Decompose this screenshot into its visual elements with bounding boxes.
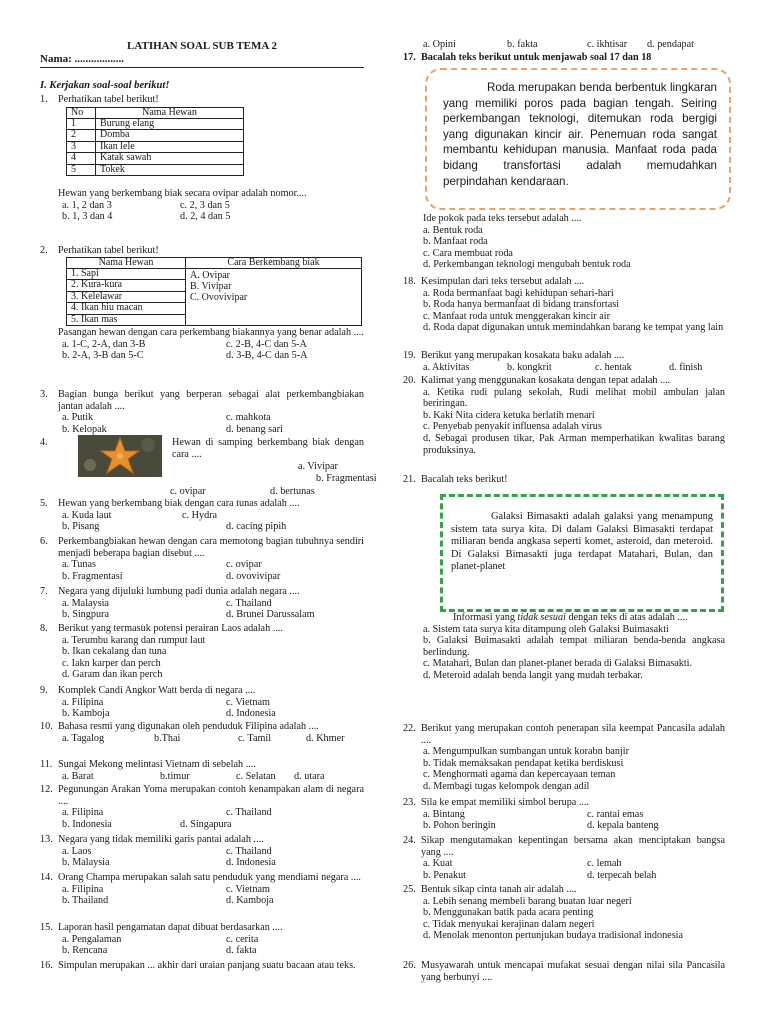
option-c[interactable]: c. Thailand — [226, 807, 272, 819]
options-row — [62, 697, 364, 709]
option-a[interactable]: a. Roda bermanfaat bagi kehidupan sehari-hari — [423, 287, 614, 299]
option-a[interactable]: a. Terumbu karang dan rumput laut — [62, 634, 206, 646]
question-number: 25. — [403, 884, 416, 895]
option-c[interactable]: c. Iakn karper dan perch — [62, 657, 161, 669]
table-header: Nama Hewan — [67, 257, 186, 268]
question-16 — [40, 960, 364, 972]
option-b[interactable]: b. 1, 3 dan 4 — [62, 211, 113, 223]
options-row — [62, 571, 364, 583]
option-a[interactable]: a. Sistem tata surya kita ditampung oleh Galaksi Buimasakti — [423, 623, 669, 635]
option-d[interactable]: d. benang sari — [226, 423, 283, 435]
question-number: 22. — [403, 723, 416, 734]
option-c[interactable]: c. Vietnam — [226, 696, 270, 708]
option-c[interactable]: c. Thailand — [226, 597, 272, 609]
question-number: 5. — [40, 498, 48, 509]
question-15 — [40, 922, 364, 957]
option-d[interactable]: d. cacing pipih — [226, 521, 287, 533]
option-a[interactable]: a. Tagalog — [62, 732, 105, 744]
question-number: 4. — [40, 437, 48, 448]
option-c[interactable]: c. Thailand — [226, 845, 272, 857]
question-text: Berikut yang termasuk potensi perairan Laos adalah .... — [58, 623, 283, 634]
question-number: 2. — [40, 245, 48, 256]
question-text: Sila ke empat memiliki simbol berupa .... — [421, 797, 590, 808]
option-a[interactable]: a. Tunas — [62, 559, 96, 571]
table-row: 3 Ikan lele — [67, 141, 244, 152]
question-text: Sikap mengutamakan kepentingan bersama akan menciptakan bangsa yang .... — [421, 835, 725, 858]
question-8 — [40, 623, 364, 681]
option-b[interactable]: b. Menggunakan batik pada acara penting — [423, 907, 594, 919]
option-c[interactable]: c. Tamil — [238, 732, 272, 744]
options-row — [423, 820, 725, 832]
option-c[interactable]: c. ikhtisar — [587, 39, 628, 50]
question-text: Kesimpulan dari teks tersebut adalah .... — [421, 276, 585, 287]
question-number: 19. — [403, 350, 416, 361]
question-number: 14. — [40, 872, 53, 883]
question-19 — [403, 350, 725, 373]
option-d[interactable]: d. ovovivipar — [226, 570, 281, 582]
question-number: 8. — [40, 623, 48, 634]
page-title: LATIHAN SOAL SUB TEMA 2 — [127, 40, 277, 52]
option-a[interactable]: a. Filipina — [62, 807, 104, 819]
option-d[interactable]: d. Indonesia — [226, 857, 276, 869]
option-b[interactable]: b. Fragmentasi — [62, 570, 123, 582]
question-17 — [403, 213, 725, 271]
question-text: Perkembangbiakan hewan dengan cara memotong bagian tubuhnya sendiri menjadi beberapa bagian disebut .... — [58, 536, 364, 559]
options-row — [62, 598, 364, 610]
option-a[interactable]: a. Filipina — [62, 883, 104, 895]
option-c[interactable]: c. Penyebab penyakit influensa adalah virus — [423, 421, 602, 433]
option-d[interactable]: d. terpecah belah — [587, 869, 657, 881]
option-d[interactable]: d. utara — [294, 770, 325, 782]
question-24 — [403, 835, 725, 881]
question-number: 21. — [403, 474, 416, 485]
question-text: Kalimat yang menggunakan kosakata dengan tepat adalah .... — [421, 375, 671, 386]
table-berkembang-biak — [66, 257, 362, 326]
question-prompt: Hewan yang berkembang biak secara ovipar adalah nomor.... — [58, 188, 307, 200]
option-a[interactable]: a. Opini — [423, 39, 456, 50]
option-d[interactable]: d. Roda dapat digunakan untuk memindahkan barang ke tempat yang lain — [423, 322, 724, 334]
question-10 — [40, 721, 364, 744]
option-b[interactable]: b. Indonesia — [62, 818, 112, 830]
options-row — [423, 870, 725, 882]
passage-roda-box — [425, 68, 731, 210]
options-row — [62, 339, 364, 351]
question-17-heading — [403, 52, 725, 64]
question-text: Perhatikan tabel berikut! — [58, 94, 159, 105]
option-c[interactable]: c. hentak — [595, 361, 632, 373]
question-text: Bentuk sikap cinta tanah air adalah .... — [421, 884, 577, 895]
option-c[interactable]: c. rantai emas — [587, 808, 644, 820]
table-row: 2. Kura-kura — [67, 280, 362, 291]
option-a[interactable]: a. Lebih senang membeli barang buatan luar negeri — [423, 895, 632, 907]
options-row — [62, 521, 364, 533]
options-row — [62, 807, 364, 819]
option-a[interactable]: a. Filipina — [62, 696, 104, 708]
option-d[interactable]: d. Khmer — [306, 732, 345, 744]
option-d[interactable]: d. kepala banteng — [587, 820, 659, 832]
option-d[interactable]: d. 2, 4 dan 5 — [180, 211, 231, 223]
table-row: 3. Kelelawar — [67, 291, 362, 302]
question-number: 9. — [40, 685, 48, 696]
question-text: Pegunungan Arakan Yoma merupakan contoh kenampakan alam di negara .... — [58, 784, 364, 807]
question-text: Bacalah teks berikut! — [421, 474, 508, 485]
question-number: 1. — [40, 94, 48, 105]
options-row — [423, 39, 723, 51]
method-item: B. Vivipar — [190, 281, 232, 292]
table-header: No — [67, 107, 96, 118]
method-item: C. Ovovivipar — [190, 292, 248, 303]
options-row — [62, 510, 364, 522]
option-c[interactable]: c. Vietnam — [226, 883, 270, 895]
options-row — [423, 809, 725, 821]
question-text: Laporan hasil pengamatan dapat dibuat berdasarkan .... — [58, 922, 283, 933]
table-row: 4 Katak sawah — [67, 153, 244, 164]
option-a[interactable]: a. Bentuk roda — [423, 224, 483, 236]
options-row — [62, 846, 364, 858]
passage-galaksi-box — [440, 494, 724, 612]
option-a[interactable]: a. Malaysia — [62, 597, 109, 609]
question-text: Bacalah teks berikut untuk menjawab soal 17 dan 18 — [421, 52, 652, 63]
question-prompt: Pasangan hewan dengan cara perkembang biakannya yang benar adalah .... — [58, 327, 364, 339]
option-a[interactable]: a. Vivipar — [298, 461, 338, 472]
question-text: Hewan yang berkembang biak dengan cara tunas adalah .... — [58, 498, 300, 509]
options-row — [62, 211, 364, 223]
question-text: Musyawarah untuk mencapai mufakat sesuai dengan nilai sila Pancasila yang berbunyi .... — [421, 960, 725, 983]
question-number: 18. — [403, 276, 416, 287]
option-a[interactable]: a. Pengalaman — [62, 933, 122, 945]
option-b[interactable]: b. Malaysia — [62, 857, 110, 869]
question-number: 20. — [403, 375, 416, 386]
option-b[interactable]: b. Tidak memaksakan pendapat ketika berdiskusi — [423, 757, 624, 769]
options-row — [62, 884, 364, 896]
option-d[interactable]: d. Meteroid adalah benda langit yang mudah terbakar. — [423, 669, 643, 681]
table-row: 5 Tokek — [67, 164, 244, 175]
method-item: A. Ovipar — [190, 270, 230, 281]
question-18 — [403, 276, 725, 334]
question-26 — [403, 960, 725, 983]
question-21 — [403, 474, 725, 486]
starfish-image — [78, 435, 162, 477]
options-row — [62, 609, 364, 621]
option-c[interactable]: c. Manfaat roda untuk menggerakan kincir air — [423, 310, 610, 322]
option-c[interactable]: c. Menghormati agama dan kepercayaan teman — [423, 769, 616, 781]
question-number: 10. — [40, 721, 53, 732]
passage-roda: Roda merupakan benda berbentuk lingkaran yang memiliki poros pada bagian tengah. Seiring perkembangan teknologi, ditemukan roda bergigi yang digunakan kincir air. Penemuan roda sangat membantu kehidupan manusia. Manfaat roda pada bidang transfortasi adalah memudahkan perpindahan kendaraan. — [443, 81, 717, 188]
question-number: 13. — [40, 834, 53, 845]
option-d[interactable]: d. Indonesia — [226, 708, 276, 720]
question-number: 11. — [40, 759, 53, 770]
question-12 — [40, 784, 364, 830]
table-row: 1. Sapi A. Ovipar B. Vivipar C. Ovovivipar — [67, 269, 362, 280]
option-b[interactable]: b. Kaki Nita cidera ketuka berlatih menari — [423, 409, 595, 421]
question-text: Sungai Mekong melintasi Vietnam di sebelah .... — [58, 759, 256, 770]
option-a[interactable]: a. Mengumpulkan sumbangan untuk korabn banjir — [423, 746, 629, 758]
question-25 — [403, 884, 725, 942]
option-b[interactable]: b. fakta — [507, 39, 538, 50]
table-row: 4. Ikan hiu macan — [67, 303, 362, 314]
question-prompt: Ide pokok pada teks tersebut adalah .... — [423, 213, 582, 224]
option-d[interactable]: d. fakta — [226, 945, 257, 957]
options-row — [423, 362, 725, 374]
option-b[interactable]: b. Pohon beringin — [423, 820, 496, 832]
option-d[interactable]: d. pendapat — [647, 39, 694, 50]
option-c[interactable]: c. Selatan — [236, 770, 276, 782]
option-d[interactable]: d. Membagi tugas kelompok dengan adil — [423, 780, 590, 792]
question-number: 17. — [403, 52, 416, 63]
option-c[interactable]: c. Tidak menyukai kerajinan dalam negeri — [423, 918, 595, 930]
question-14 — [40, 872, 364, 907]
question-22 — [403, 723, 725, 793]
options-row — [62, 350, 364, 362]
question-number: 6. — [40, 536, 48, 547]
option-c[interactable]: c. 2, 3 dan 5 — [180, 199, 230, 211]
option-b[interactable]: b. Singpura — [62, 609, 109, 621]
question-number: 23. — [403, 797, 416, 808]
question-23 — [403, 797, 725, 832]
option-a[interactable]: a. 1-C, 2-A, dan 3-B — [62, 338, 146, 350]
question-text: Perhatikan tabel berikut! — [58, 245, 159, 256]
question-7 — [40, 586, 364, 621]
options-row — [423, 858, 725, 870]
question-text: Bagian bunga berikut yang berperan sebagai alat perkembangbiakan jantan adalah .... — [58, 389, 364, 412]
options-row — [62, 412, 364, 424]
options-row — [62, 708, 364, 720]
option-b[interactable]: b. 2-A, 3-B dan 5-C — [62, 350, 144, 362]
option-d[interactable]: d. Singapura — [180, 818, 232, 830]
question-number: 26. — [403, 960, 416, 971]
option-d[interactable]: d. Menolak menonton pertunjukan budaya tradisional indonesia — [423, 930, 684, 942]
option-c[interactable]: c. ovipar — [226, 559, 262, 571]
option-b[interactable]: b. Pisang — [62, 521, 100, 533]
question-text: Negara yang dijuluki lumbung padi dunia adalah negara .... — [58, 586, 300, 597]
option-b[interactable]: b.timur — [160, 770, 190, 782]
question-1 — [40, 94, 364, 223]
question-11 — [40, 759, 364, 782]
options-row — [62, 559, 364, 571]
question-13 — [40, 834, 364, 869]
option-c[interactable]: c. 2-B, 4-C dan 5-A — [226, 338, 307, 350]
question-2 — [40, 245, 364, 362]
question-text: Berikut yang merupakan kosakata baku adalah .... — [421, 350, 625, 361]
option-b[interactable]: c. ovipar — [170, 486, 206, 497]
options-row — [62, 733, 364, 745]
options-row — [62, 771, 364, 783]
question-text: Berikut yang merupakan contoh penerapan sila keempat Pancasila adalah .... — [421, 723, 725, 746]
option-a[interactable]: a. Putik — [62, 412, 94, 424]
option-b[interactable]: b. Roda hanya bermanfaat di bidang transfortasi — [423, 299, 620, 311]
options-row — [62, 200, 364, 212]
question-text: Simpulan merupakan ... akhir dari uraian panjang suatu bacaan atau teks. — [58, 960, 356, 971]
options-row — [62, 934, 364, 946]
question-3 — [40, 389, 364, 435]
question-number: 3. — [40, 389, 48, 400]
table-row: 2 Domba — [67, 130, 244, 141]
option-b[interactable]: b. Kelopak — [62, 423, 107, 435]
question-text: Komplek Candi Angkor Watt berda di negara .... — [58, 685, 256, 696]
option-d[interactable]: d. Brunei Darussalam — [226, 609, 315, 621]
option-a[interactable]: a. Kuda laut — [62, 509, 112, 521]
option-c[interactable]: c. Matahari, Bulan dan planet-planet berada di Galaksi Bimasakti. — [423, 658, 693, 670]
question-text: Hewan di samping berkembang biak dengan cara .... — [172, 437, 364, 460]
question-4 — [40, 437, 377, 497]
option-b[interactable]: b. Galaksi Buimasakti adalah tempat miliaran benda-benda angkasa berlindung. — [423, 635, 725, 658]
question-9 — [40, 685, 364, 720]
option-c[interactable]: c. lemah — [587, 858, 622, 870]
options-row — [62, 945, 364, 957]
option-b[interactable]: b. Manfaat roda — [423, 236, 488, 248]
option-a[interactable]: a. Barat — [62, 770, 94, 782]
table-row: 1 Burung elang — [67, 119, 244, 130]
option-d[interactable]: d. finish — [669, 361, 703, 373]
options-row — [62, 819, 364, 831]
name-line: Nama: .................. — [40, 53, 125, 65]
question-text: Bahasa resmi yang digunakan oleh penduduk Filipina adalah .... — [58, 721, 319, 732]
option-d[interactable]: d. bertunas — [270, 486, 315, 497]
option-b[interactable]: b. Penakut — [423, 869, 467, 881]
option-d[interactable]: d. Kamboja — [226, 895, 274, 907]
option-a[interactable]: a. Aktivitas — [423, 361, 470, 373]
table-hewan — [66, 107, 244, 176]
option-b[interactable]: b.Thai — [154, 732, 181, 744]
option-b[interactable]: b. kongkrit — [507, 361, 552, 373]
passage-galaksi: Galaksi Bimasakti adalah galaksi yang menampung sistem tata surya kita. Di dalam Galaksi Bimasakti terdapat miliaran benda angkasa seperti komet, asteroid, dan meteroid. Di Galaksi Bimasakti juga terdapat Matahari, Bulan, dan planet-planet — [451, 511, 713, 573]
question-number: 15. — [40, 922, 53, 933]
header-divider — [40, 67, 364, 68]
question-number: 7. — [40, 586, 48, 597]
table-header: Cara Berkembang biak — [186, 257, 362, 268]
section-heading: I. Kerjakan soal-soal berikut! — [40, 80, 170, 91]
option-b[interactable]: b. Rencana — [62, 945, 108, 957]
option-b[interactable]: b. Kamboja — [62, 708, 110, 720]
question-20 — [403, 375, 725, 456]
options-row — [62, 895, 364, 907]
question-number: 16. — [40, 960, 53, 971]
options-row — [62, 424, 364, 436]
option-a[interactable]: a. Laos — [62, 845, 92, 857]
option-d[interactable]: d. 3-B, 4-C dan 5-A — [226, 350, 308, 362]
option-c[interactable]: c. cerita — [226, 933, 259, 945]
option-a[interactable]: a. Kuat — [423, 858, 453, 870]
question-5 — [40, 498, 364, 533]
option-c[interactable]: b. Fragmentasi — [316, 473, 377, 484]
question-text: Orang Champa merupakan salah satu penduduk yang mendiami negara .... — [58, 872, 361, 883]
option-d[interactable]: d. Sebagai produsen tikar, Pak Arman memperhatikan kwalitas barang produksinya. — [423, 432, 725, 456]
table-row: 5. Ikan mas — [67, 314, 362, 325]
option-a[interactable]: a. Ketika rudi pulang sekolah, Rudi melihat mobil ambulan jalan beriringan. — [423, 386, 725, 410]
option-c[interactable]: c. mahkota — [226, 412, 271, 424]
options-row — [62, 857, 364, 869]
question-number: 24. — [403, 835, 416, 846]
question-number: 12. — [40, 784, 53, 795]
option-c[interactable]: c. Cara membuat roda — [423, 247, 513, 259]
option-d[interactable]: d. Perkembangan teknologi mengubah bentuk roda — [423, 259, 631, 271]
question-prompt: Informasi yang tidak sesuai dengan teks di atas adalah .... — [453, 612, 688, 623]
question-text: Negara yang tidak memiliki garis pantai adalah .... — [58, 834, 264, 845]
option-a[interactable]: a. Bintang — [423, 808, 465, 820]
option-c[interactable]: c. Hydra — [182, 509, 218, 521]
table-header: Nama Hewan — [96, 107, 244, 118]
question-21-prompt — [403, 612, 725, 682]
question-6 — [40, 536, 364, 582]
option-d[interactable]: d. Garam dan ikan perch — [62, 669, 163, 681]
option-b[interactable]: b. Ikan cekalang dan tuna — [62, 646, 167, 658]
option-b[interactable]: b. Thailand — [62, 895, 109, 907]
option-a[interactable]: a. 1, 2 dan 3 — [62, 199, 112, 211]
